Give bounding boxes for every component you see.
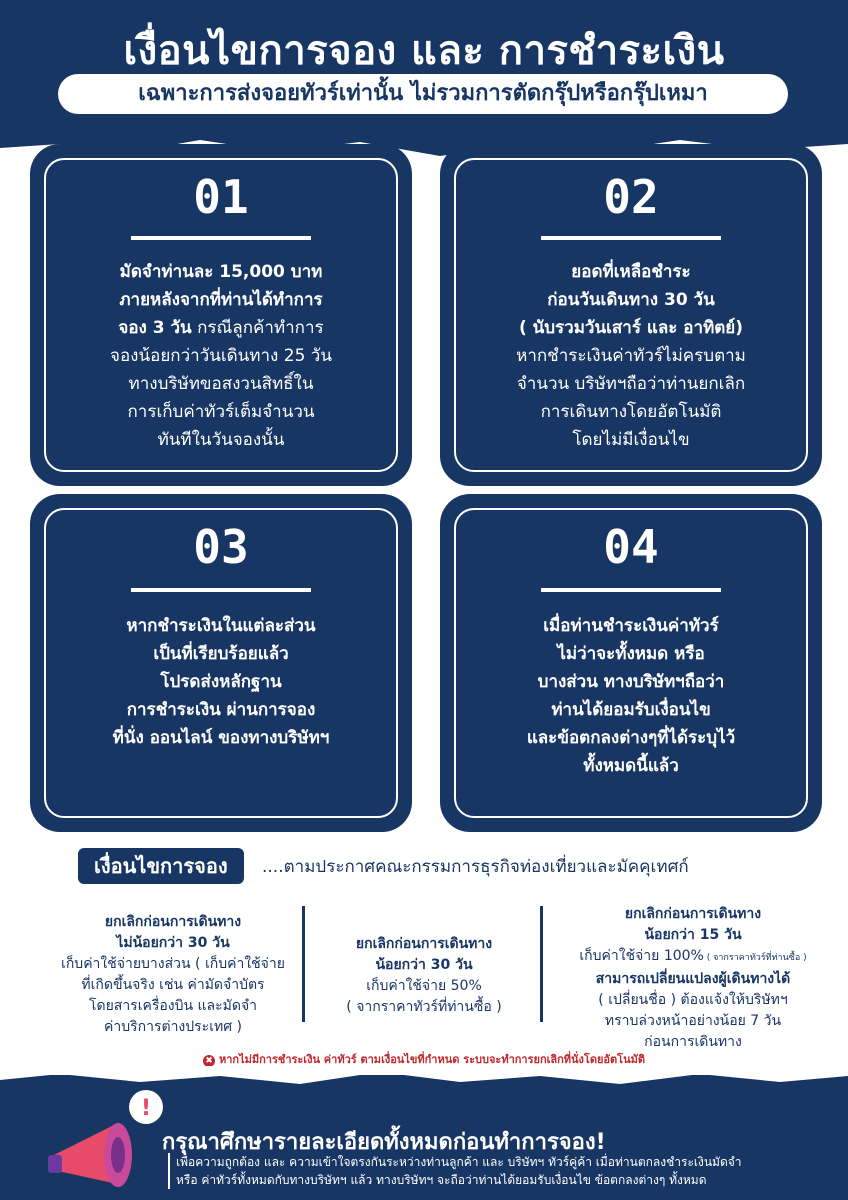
megaphone-icon (44, 1085, 164, 1195)
condition-heading: สามารถเปลี่ยนแปลงผู้เดินทางได้ (595, 971, 791, 987)
card-03 (34, 498, 408, 828)
condition-text: เก็บค่าใช้จ่าย 50% (366, 978, 482, 994)
condition-heading: ไม่น้อยกว่า 30 วัน (116, 935, 230, 951)
card-body (464, 612, 798, 780)
card-body (54, 258, 388, 454)
card-line: การเก็บค่าทัวร์เต็มจำนวน (127, 402, 315, 422)
footer-text (168, 1153, 846, 1189)
condition-column-3 (548, 904, 838, 1053)
card-line: บางส่วน ทางบริษัทฯถือว่า (537, 672, 725, 692)
card-line: ภายหลังจากที่ท่านได้ทำการ (119, 290, 323, 310)
condition-text: ( จากราคาทัวร์ที่ท่านซื้อ ) (346, 999, 502, 1015)
card-line: และข้อตกลงต่างๆที่ได้ระบุไว้ (526, 728, 736, 748)
card-line: ทันทีในวันจองนั้น (157, 430, 285, 450)
card-number: 02 (603, 170, 659, 224)
card-divider (541, 236, 721, 240)
warning-icon: ✖ (203, 1055, 215, 1067)
card-line: หากชำระเงินในแต่ละส่วน (126, 616, 316, 636)
conditions-label: เงื่อนไขการจอง (78, 848, 244, 884)
condition-heading: ยกเลิกก่อนการเดินทาง (355, 936, 493, 952)
condition-heading: น้อยกว่า 15 วัน (644, 927, 742, 943)
condition-text: ทราบล่วงหน้าอย่างน้อย 7 วัน (604, 1013, 782, 1029)
condition-text: โดยสารเครื่องบิน และมัดจำ (88, 998, 258, 1014)
conditions-description: ....ตามประกาศคณะกรรมการธุรกิจท่องเที่ยวและมัคคุเทศก์ (262, 857, 689, 877)
condition-heading: ยกเลิกก่อนการเดินทาง (104, 914, 242, 930)
card-line: กรณีลูกค้าทำการ (191, 318, 324, 338)
card-line: โดยไม่มีเงื่อนไข (572, 430, 690, 450)
card-line: จำนวน บริษัทฯถือว่าท่านยกเลิก (516, 374, 746, 394)
condition-text: ( เปลี่ยนชื่อ ) ต้องแจ้งให้บริษัทฯ (598, 992, 788, 1008)
card-line: การชำระเงิน ผ่านการจอง (126, 700, 316, 720)
condition-text: ค่าบริการต่างประเทศ ) (103, 1019, 243, 1035)
card-divider (541, 588, 721, 592)
card-line: ท่านได้ยอมรับเงื่อนไข (551, 700, 711, 720)
condition-text: ก่อนการเดินทาง (644, 1034, 742, 1050)
card-line: จอง 3 วัน (118, 318, 192, 338)
condition-text: เก็บค่าใช้จ่าย 100% (579, 948, 704, 964)
card-line: ยอดที่เหลือชำระ (571, 262, 691, 282)
card-line: โปรดส่งหลักฐาน (160, 672, 282, 692)
card-body (464, 258, 798, 454)
card-line: การเดินทางโดยอัตโนมัติ (540, 402, 722, 422)
card-line: ไม่ว่าจะทั้งหมด หรือ (557, 644, 705, 664)
card-number: 01 (193, 170, 249, 224)
footer-title: กรุณาศึกษารายละเอียดทั้งหมดก่อนทำการจอง! (162, 1130, 606, 1155)
card-01 (34, 148, 408, 482)
card-number: 04 (603, 520, 659, 574)
card-number: 03 (193, 520, 249, 574)
condition-text: เก็บค่าใช้จ่ายบางส่วน ( เก็บค่าใช้จ่าย (61, 956, 285, 972)
card-line: ทั้งหมดนี้แล้ว (583, 756, 679, 776)
svg-text:!: ! (140, 1096, 152, 1121)
condition-heading: น้อยกว่า 30 วัน (375, 957, 473, 973)
card-divider (131, 236, 311, 240)
column-divider (540, 906, 543, 1022)
page-subtitle: เฉพาะการส่งจอยทัวร์เท่านั้น ไม่รวมการตัดกรุ๊ปหรือกรุ๊ปเหมา (58, 74, 788, 114)
card-04 (444, 498, 818, 828)
card-line: ก่อนวันเดินทาง 30 วัน (547, 290, 715, 310)
card-line: หากชำระเงินค่าทัวร์ไม่ครบตาม (516, 346, 746, 366)
card-divider (131, 588, 311, 592)
page-title: เงื่อนไขการจอง และ การชำระเงิน (123, 28, 725, 74)
card-02 (444, 148, 818, 482)
footer-line: เพื่อความถูกต้อง และ ความเข้าใจตรงกันระหว่างท่านลูกค้า และ บริษัทฯ ทัวร์คู่ค้า เมื่อท่านตกลงชำระเงินมัดจำ (176, 1155, 742, 1169)
condition-column-2 (312, 934, 536, 1018)
note-text: หากไม่มีการชำระเงิน ค่าทัวร์ ตามเงื่อนไขที่กำหนด ระบบจะทำการยกเลิกที่นั่งโดยอัตโนมัติ (218, 1053, 645, 1066)
card-line: เป็นที่เรียบร้อยแล้ว (153, 644, 289, 664)
footer-line: หรือ ค่าทัวร์ทั้งหมดกับทางบริษัทฯ แล้ว ทางบริษัทฯ จะถือว่าท่านได้ยอมรับเงื่อนไข ข้อตกลงต่างๆ ทั้งหมด (176, 1173, 707, 1187)
card-line: มัดจำท่านละ 15,000 บาท (119, 262, 323, 282)
column-divider (302, 906, 305, 1022)
card-line: ทางบริษัทขอสงวนสิทธิ์ใน (128, 374, 314, 394)
condition-heading: ยกเลิกก่อนการเดินทาง (624, 906, 762, 922)
card-line: ที่นั่ง ออนไลน์ ของทางบริษัทฯ (112, 728, 330, 748)
card-line: จองน้อยกว่าวันเดินทาง 25 วัน (110, 346, 332, 366)
card-line: เมื่อท่านชำระเงินค่าทัวร์ (543, 616, 719, 636)
condition-text: ที่เกิดขึ้นจริง เช่น ค่ามัดจำบัตร (81, 977, 265, 993)
condition-column-1 (48, 912, 298, 1038)
card-body (54, 612, 388, 752)
card-line: ( นับรวมวันเสาร์ และ อาทิตย์) (518, 318, 744, 338)
condition-small-text: ( จากราคาทัวร์ที่ท่านซื้อ ) (703, 953, 807, 963)
